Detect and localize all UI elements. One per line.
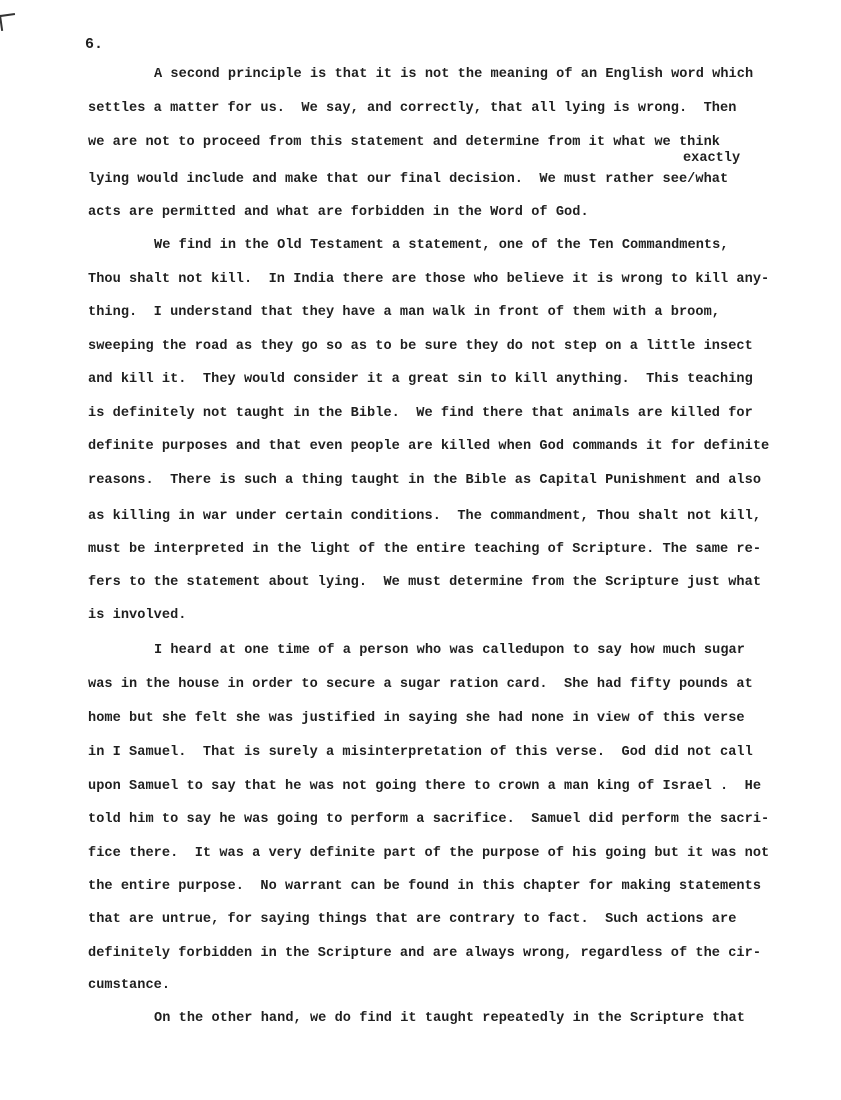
text-line: and kill it. They would consider it a great sin to kill anything. This teaching [88,372,753,387]
text-line: cumstance. [88,978,171,993]
text-line: must be interpreted in the light of the entire teaching of Scripture. The same re- [88,542,762,557]
text-line: definite purposes and that even people are killed when God commands it for definite [88,439,770,454]
text-line: Thou shalt not kill. In India there are those who believe it is wrong to kill any- [88,272,770,287]
text-line: upon Samuel to say that he was not going there to crown a man king of Israel . He [88,779,762,794]
text-line: we are not to proceed from this statement and determine from it what we think [88,135,720,150]
text-line: that are untrue, for saying things that are contrary to fact. Such actions are [88,912,737,927]
text-line: definitely forbidden in the Scripture and are always wrong, regardless of the cir- [88,946,762,961]
text-line: I heard at one time of a person who was calledupon to say how much sugar [154,643,745,658]
text-line: told him to say he was going to perform a sacrifice. Samuel did perform the sacri- [88,812,770,827]
text-line: lying would include and make that our final decision. We must rather see/what [88,172,729,187]
text-line: settles a matter for us. We say, and correctly, that all lying is wrong. Then [88,101,737,116]
text-line: thing. I understand that they have a man walk in front of them with a broom, [88,305,720,320]
text-line: A second principle is that it is not the meaning of an English word which [154,67,754,82]
text-line: acts are permitted and what are forbidden in the Word of God. [88,205,589,220]
text-line: the entire purpose. No warrant can be found in this chapter for making statements [88,879,762,894]
text-line: is involved. [88,608,187,623]
interlinear-insert: exactly [683,151,741,166]
text-line: is definitely not taught in the Bible. We find there that animals are killed for [88,406,753,421]
text-line: home but she felt she was justified in saying she had none in view of this verse [88,711,745,726]
text-line: fice there. It was a very definite part of the purpose of his going but it was not [88,846,770,861]
text-line: fers to the statement about lying. We must determine from the Scripture just what [88,575,762,590]
text-line: On the other hand, we do find it taught repeatedly in the Scripture that [154,1011,745,1026]
text-line: in I Samuel. That is surely a misinterpretation of this verse. God did not call [88,745,753,760]
text-line: reasons. There is such a thing taught in the Bible as Capital Punishment and also [88,473,762,488]
text-line: We find in the Old Testament a statement, one of the Ten Commandments, [154,238,729,253]
text-line: as killing in war under certain conditions. The commandment, Thou shalt not kill, [88,509,762,524]
text-line: was in the house in order to secure a sugar ration card. She had fifty pounds at [88,677,753,692]
page-number: 6. [85,36,104,53]
corner-mark [0,13,17,31]
text-line: sweeping the road as they go so as to be sure they do not step on a little insect [88,339,753,354]
